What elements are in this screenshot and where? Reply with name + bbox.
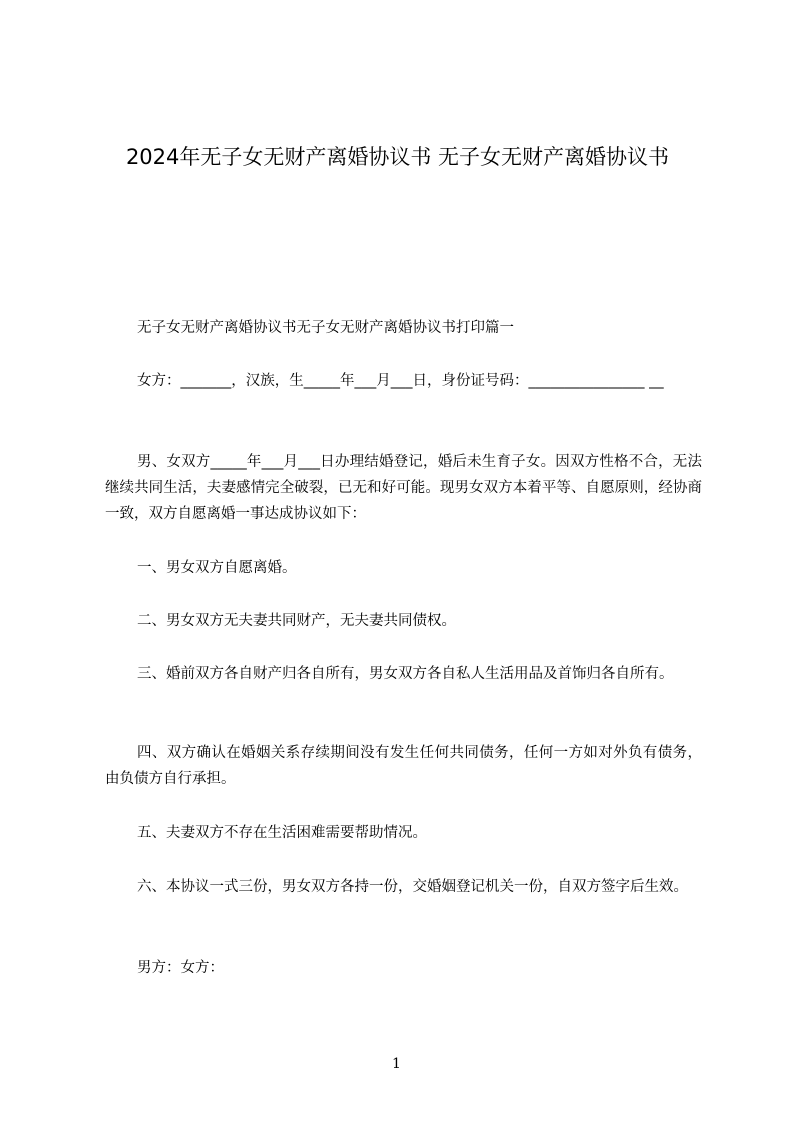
paragraph-clause-6: 六、本协议一式三份，男女双方各持一份，交婚姻登记机关一份，自双方签字后生效。 xyxy=(137,879,688,895)
paragraph-clause-2: 二、男女双方无夫妻共同财产，无夫妻共同债权。 xyxy=(137,613,456,629)
page-number: 1 xyxy=(392,1056,401,1072)
paragraph-clause-5: 五、夫妻双方不存在生活困难需要帮助情况。 xyxy=(137,825,427,841)
document-title: 2024年无子女无财产离婚协议书 无子女无财产离婚协议书 xyxy=(125,145,670,169)
paragraph-clause-4: 四、双方确认在婚姻关系存续期间没有发生任何共同债务，任何一方如对外负有债务，由负债方自行承担。 xyxy=(105,745,702,787)
paragraph-clause-1: 一、男女双方自愿离婚。 xyxy=(137,560,297,576)
paragraph-female-party: 女方：_______，汉族，生_____年___月___日，身份证号码：________________ __ xyxy=(137,373,664,389)
paragraph-intro: 男、女双方_____年___月___日办理结婚登记，婚后未生育子女。因双方性格不合，无法继续共同生活，夫妻感情完全破裂，已无和好可能。现男女双方本着平等、自愿原则，经协商一致，双方自愿离婚一事达成协议如下： xyxy=(105,454,702,522)
paragraph-subtitle: 无子女无财产离婚协议书无子女无财产离婚协议书打印篇一 xyxy=(137,320,514,336)
paragraph-signatures: 男方：女方： xyxy=(137,960,224,976)
paragraph-clause-3: 三、婚前双方各自财产归各自所有，男女双方各自私人生活用品及首饰归各自所有。 xyxy=(137,666,674,682)
